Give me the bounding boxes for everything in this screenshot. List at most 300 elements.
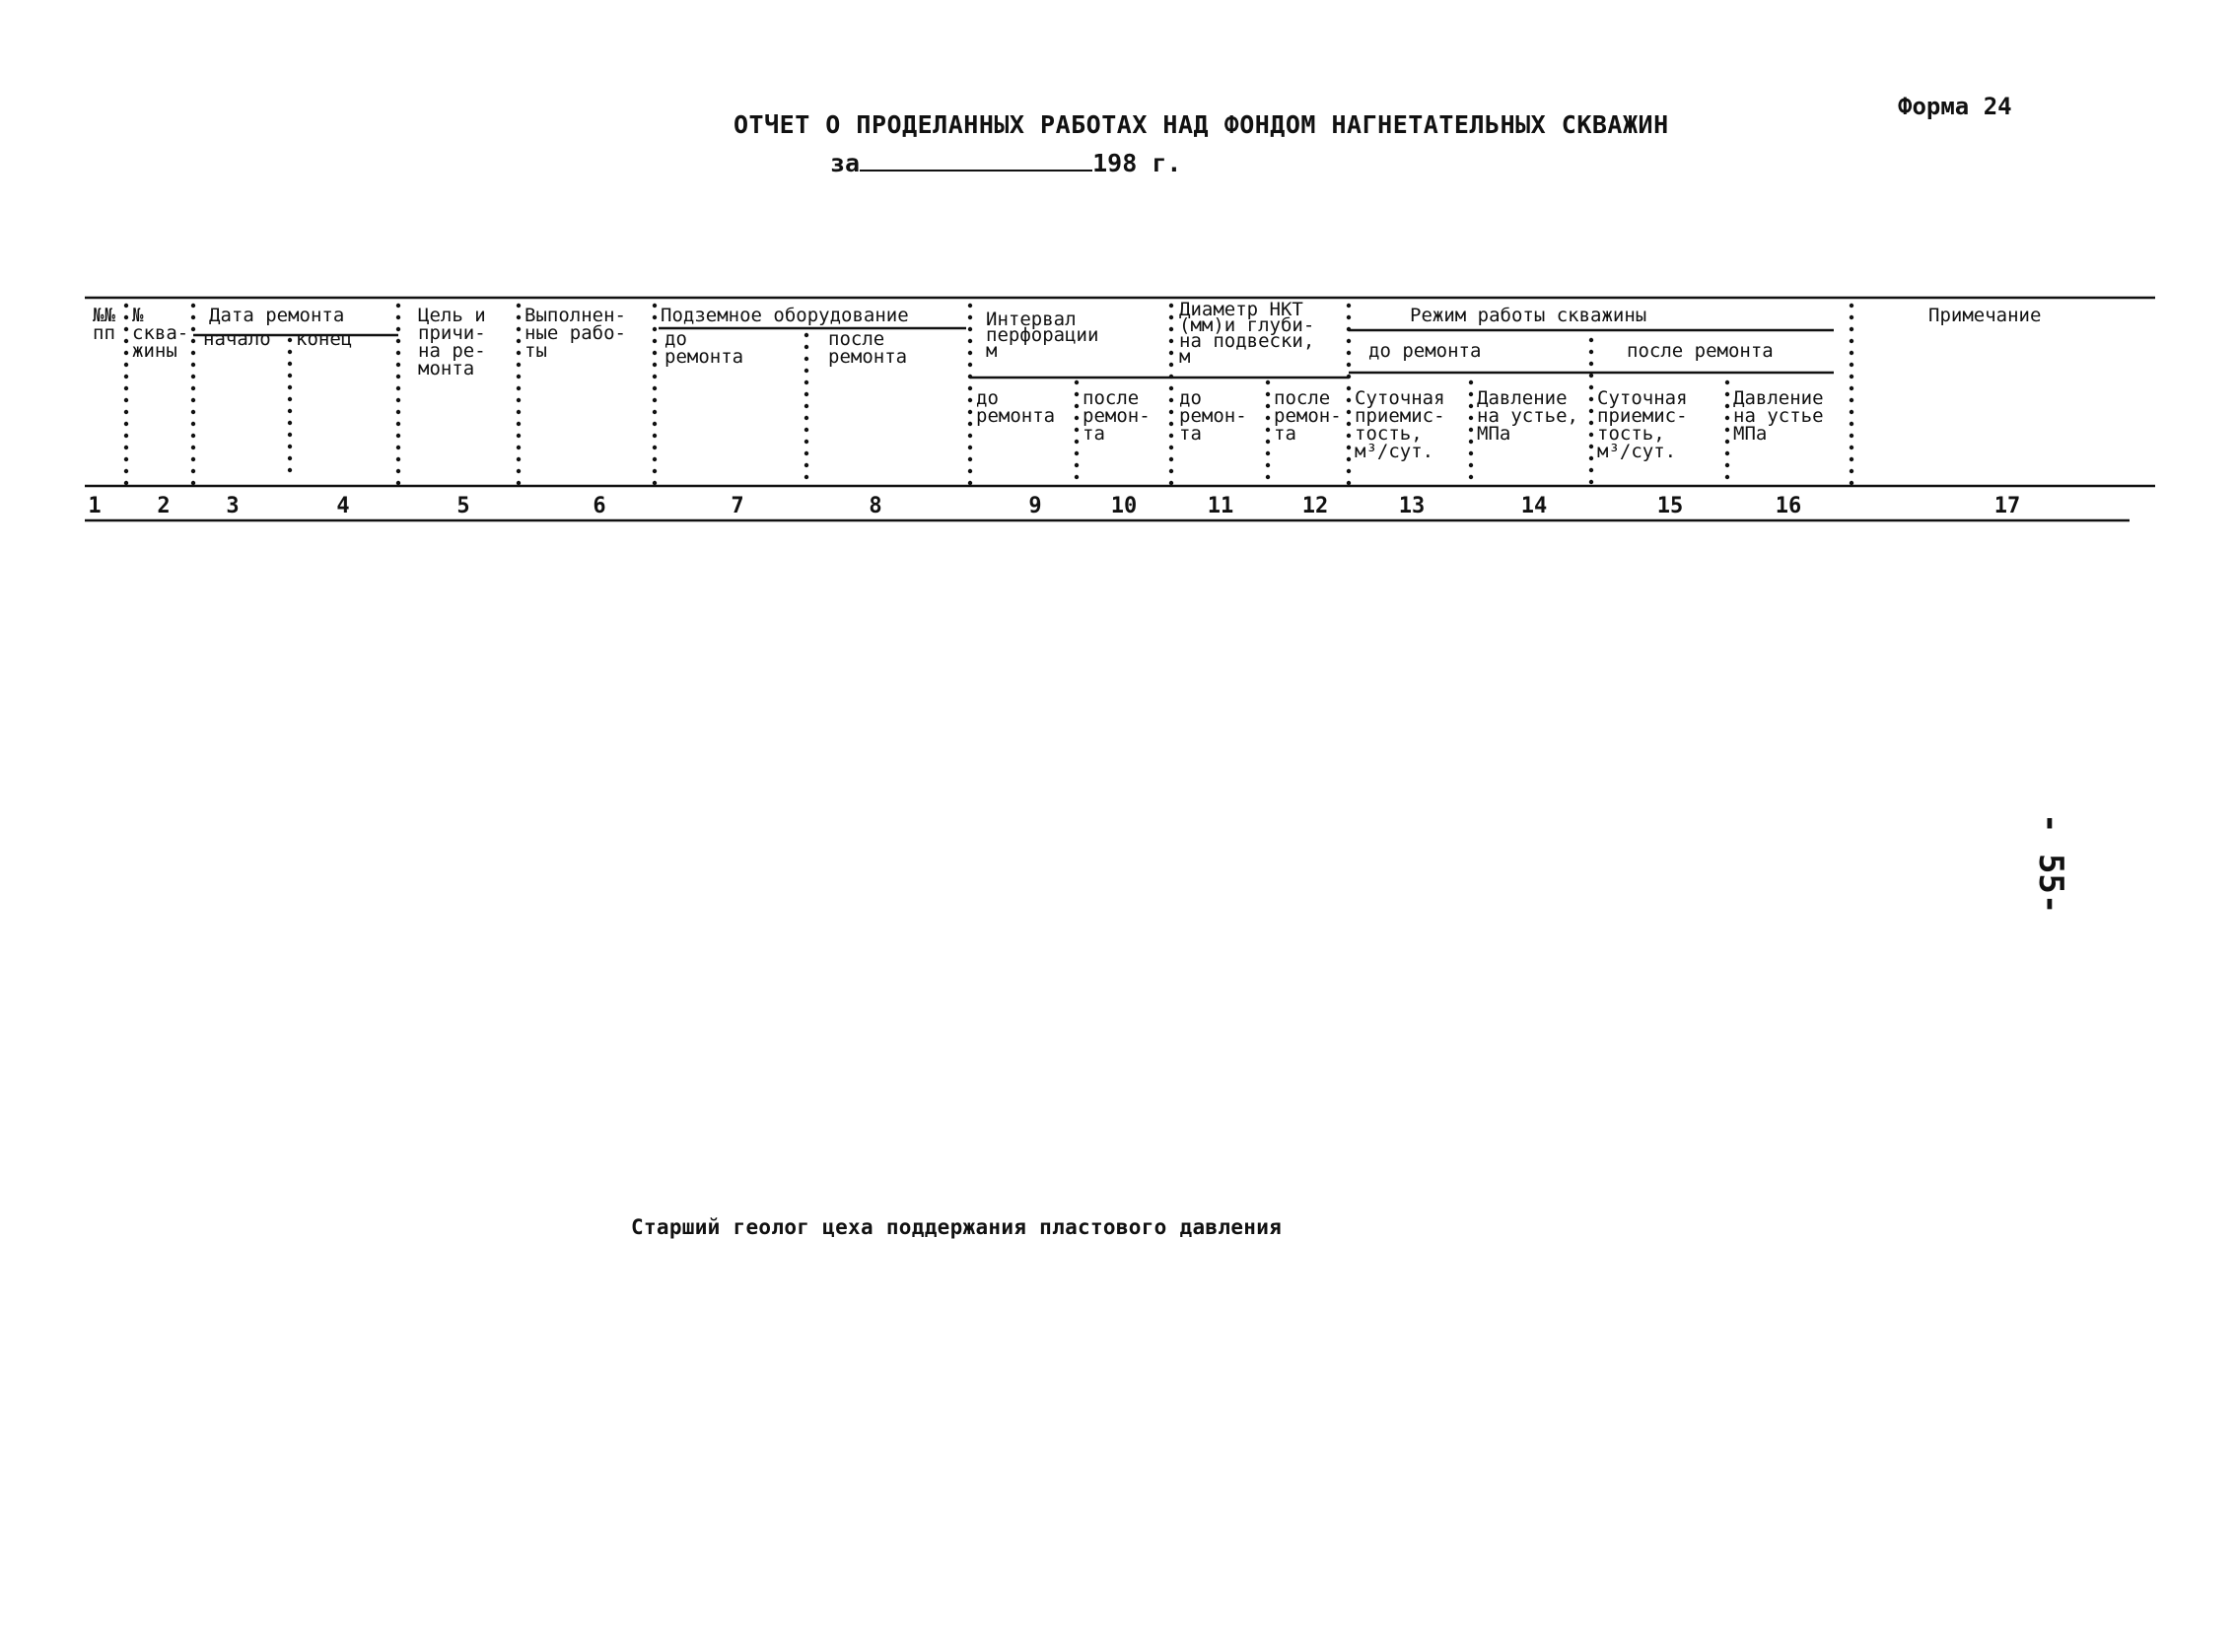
column-number-17: 17 bbox=[1993, 494, 2021, 518]
divider-col-7-8 bbox=[804, 475, 808, 479]
divider-col-7-8 bbox=[804, 392, 808, 396]
divider-col-9-10 bbox=[1075, 428, 1079, 432]
divider-col-2-3 bbox=[191, 386, 195, 390]
divider-col-15-16 bbox=[1725, 475, 1729, 479]
divider-col-12-13 bbox=[1347, 304, 1351, 308]
divider-col-6-7 bbox=[653, 304, 657, 308]
divider-col-16-17 bbox=[1850, 386, 1853, 390]
divider-col-11-12 bbox=[1266, 463, 1270, 467]
header-repair-end: конец bbox=[296, 328, 353, 350]
column-number-2: 2 bbox=[157, 494, 171, 518]
divider-col-14-15 bbox=[1589, 362, 1593, 366]
divider-col-5-6 bbox=[517, 398, 521, 402]
divider-col-4-5 bbox=[396, 315, 400, 319]
table-rules bbox=[85, 298, 2155, 520]
divider-col-13-14 bbox=[1469, 404, 1473, 408]
column-number-12: 12 bbox=[1301, 494, 1329, 518]
divider-col-8-9 bbox=[968, 375, 972, 379]
header-tubing-after-line-1: после bbox=[1274, 387, 1331, 409]
divider-col-6-7 bbox=[653, 469, 657, 473]
divider-col-10-11 bbox=[1169, 351, 1173, 355]
report-period bbox=[830, 148, 1181, 177]
divider-col-4-5 bbox=[396, 351, 400, 355]
divider-col-4-5 bbox=[396, 422, 400, 426]
divider-col-4-5 bbox=[396, 375, 400, 379]
divider-col-15-16 bbox=[1725, 392, 1729, 396]
divider-col-16-17 bbox=[1850, 481, 1853, 485]
header-operating-mode: Режим работы скважины bbox=[1410, 305, 1647, 326]
divider-col-1-2 bbox=[124, 351, 128, 355]
header-tubing-line-2: (мм)и глуби- bbox=[1179, 314, 1315, 336]
divider-col-3-4 bbox=[288, 350, 292, 354]
divider-col-6-7 bbox=[653, 481, 657, 485]
divider-col-13-14 bbox=[1469, 380, 1473, 384]
header-perforation-before-line-1: до bbox=[976, 387, 999, 409]
period-prefix: за bbox=[830, 149, 861, 177]
header-purpose-line-1: Цель и bbox=[418, 305, 486, 326]
divider-col-16-17 bbox=[1850, 375, 1853, 379]
divider-col-15-16 bbox=[1725, 463, 1729, 467]
divider-col-12-13 bbox=[1347, 386, 1351, 390]
header-daily-injectivity-before-line-1: Суточная bbox=[1355, 387, 1445, 409]
divider-col-8-9 bbox=[968, 410, 972, 414]
divider-col-11-12 bbox=[1266, 416, 1270, 420]
form-label: Форма 24 bbox=[1898, 93, 2012, 120]
document-title: ОТЧЕТ О ПРОДЕЛАННЫХ РАБОТАХ НАД ФОНДОМ НАГНЕТАТЕЛЬНЫХ СКВАЖИН bbox=[734, 110, 1669, 139]
divider-col-4-5 bbox=[396, 446, 400, 449]
divider-col-1-2 bbox=[124, 422, 128, 426]
divider-col-5-6 bbox=[517, 351, 521, 355]
header-well-number-line-2: сква- bbox=[132, 322, 189, 344]
divider-col-3-4 bbox=[288, 362, 292, 366]
divider-col-7-8 bbox=[804, 404, 808, 408]
divider-col-7-8 bbox=[804, 428, 808, 432]
header-perforation-after-line-3: та bbox=[1083, 423, 1105, 445]
header-wellhead-pressure-after-line-1: Давление bbox=[1733, 387, 1824, 409]
table-column-dividers bbox=[124, 304, 1853, 485]
divider-col-10-11 bbox=[1169, 327, 1173, 331]
header-tubing-line-3: на подвески, bbox=[1179, 330, 1315, 352]
divider-col-9-10 bbox=[1075, 392, 1079, 396]
divider-col-12-13 bbox=[1347, 315, 1351, 319]
divider-col-12-13 bbox=[1347, 398, 1351, 402]
divider-col-1-2 bbox=[124, 481, 128, 485]
column-number-11: 11 bbox=[1207, 494, 1234, 518]
divider-col-4-5 bbox=[396, 386, 400, 390]
divider-col-5-6 bbox=[517, 304, 521, 308]
divider-col-13-14 bbox=[1469, 440, 1473, 444]
divider-col-8-9 bbox=[968, 351, 972, 355]
divider-col-4-5 bbox=[396, 469, 400, 473]
divider-col-12-13 bbox=[1347, 469, 1351, 473]
divider-col-5-6 bbox=[517, 327, 521, 331]
header-daily-injectivity-before-line-2: приемис- bbox=[1355, 405, 1445, 427]
divider-col-6-7 bbox=[653, 398, 657, 402]
column-number-4: 4 bbox=[336, 494, 350, 518]
divider-col-12-13 bbox=[1347, 434, 1351, 438]
divider-col-10-11 bbox=[1169, 422, 1173, 426]
column-number-6: 6 bbox=[593, 494, 606, 518]
divider-col-16-17 bbox=[1850, 434, 1853, 438]
header-wellhead-pressure-after-line-2: на устье bbox=[1733, 405, 1824, 427]
divider-col-9-10 bbox=[1075, 404, 1079, 408]
header-repair-date: Дата ремонта bbox=[209, 305, 345, 326]
divider-col-12-13 bbox=[1347, 422, 1351, 426]
divider-col-2-3 bbox=[191, 398, 195, 402]
divider-col-10-11 bbox=[1169, 398, 1173, 402]
divider-col-1-2 bbox=[124, 469, 128, 473]
divider-col-4-5 bbox=[396, 434, 400, 438]
divider-col-6-7 bbox=[653, 410, 657, 414]
divider-col-15-16 bbox=[1725, 404, 1729, 408]
divider-col-2-3 bbox=[191, 410, 195, 414]
header-note: Примечание bbox=[1928, 305, 2042, 326]
divider-col-6-7 bbox=[653, 315, 657, 319]
header-equipment-before-line-1: до bbox=[664, 328, 687, 350]
divider-col-14-15 bbox=[1589, 409, 1593, 413]
divider-col-8-9 bbox=[968, 398, 972, 402]
divider-col-5-6 bbox=[517, 422, 521, 426]
column-number-14: 14 bbox=[1520, 494, 1548, 518]
column-number-1: 1 bbox=[88, 494, 102, 518]
divider-col-13-14 bbox=[1469, 416, 1473, 420]
divider-col-16-17 bbox=[1850, 363, 1853, 367]
divider-col-16-17 bbox=[1850, 351, 1853, 355]
header-tubing-before-line-2: ремон- bbox=[1179, 405, 1247, 427]
divider-col-3-4 bbox=[288, 421, 292, 425]
column-number-15: 15 bbox=[1656, 494, 1684, 518]
divider-col-8-9 bbox=[968, 386, 972, 390]
divider-col-13-14 bbox=[1469, 463, 1473, 467]
divider-col-16-17 bbox=[1850, 327, 1853, 331]
divider-col-8-9 bbox=[968, 327, 972, 331]
header-work-done-line-3: ты bbox=[524, 340, 547, 362]
divider-col-5-6 bbox=[517, 434, 521, 438]
header-equipment-before-line-2: ремонта bbox=[664, 346, 744, 368]
column-number-9: 9 bbox=[1028, 494, 1042, 518]
divider-col-13-14 bbox=[1469, 451, 1473, 455]
divider-col-2-3 bbox=[191, 351, 195, 355]
header-perforation-interval-line-1: Интервал bbox=[986, 309, 1077, 330]
divider-col-6-7 bbox=[653, 386, 657, 390]
divider-col-1-2 bbox=[124, 434, 128, 438]
divider-col-1-2 bbox=[124, 363, 128, 367]
header-equipment-after-line-2: ремонта bbox=[828, 346, 908, 368]
divider-col-10-11 bbox=[1169, 363, 1173, 367]
column-number-5: 5 bbox=[456, 494, 470, 518]
divider-col-16-17 bbox=[1850, 410, 1853, 414]
divider-col-4-5 bbox=[396, 481, 400, 485]
header-repair-start: начало bbox=[203, 328, 271, 350]
divider-col-6-7 bbox=[653, 434, 657, 438]
column-number-13: 13 bbox=[1398, 494, 1426, 518]
divider-col-4-5 bbox=[396, 327, 400, 331]
divider-col-2-3 bbox=[191, 339, 195, 343]
divider-col-12-13 bbox=[1347, 363, 1351, 367]
divider-col-11-12 bbox=[1266, 404, 1270, 408]
header-wellhead-pressure-before-line-1: Давление bbox=[1477, 387, 1568, 409]
divider-col-16-17 bbox=[1850, 422, 1853, 426]
divider-col-6-7 bbox=[653, 446, 657, 449]
divider-col-16-17 bbox=[1850, 398, 1853, 402]
divider-col-5-6 bbox=[517, 363, 521, 367]
divider-col-3-4 bbox=[288, 374, 292, 378]
divider-col-10-11 bbox=[1169, 446, 1173, 449]
divider-col-16-17 bbox=[1850, 339, 1853, 343]
divider-col-9-10 bbox=[1075, 416, 1079, 420]
header-perforation-before-line-2: ремонта bbox=[976, 405, 1056, 427]
divider-col-8-9 bbox=[968, 363, 972, 367]
header-well-number-line-3: жины bbox=[132, 340, 177, 362]
divider-col-3-4 bbox=[288, 397, 292, 401]
divider-col-10-11 bbox=[1169, 457, 1173, 461]
divider-col-9-10 bbox=[1075, 475, 1079, 479]
divider-col-15-16 bbox=[1725, 380, 1729, 384]
header-daily-injectivity-after-line-3: тость, bbox=[1597, 423, 1665, 445]
column-number-16: 16 bbox=[1775, 494, 1802, 518]
divider-col-8-9 bbox=[968, 422, 972, 426]
divider-col-1-2 bbox=[124, 386, 128, 390]
header-row-number-line-2: пп bbox=[93, 322, 115, 344]
divider-col-14-15 bbox=[1589, 468, 1593, 472]
divider-col-1-2 bbox=[124, 315, 128, 319]
divider-col-15-16 bbox=[1725, 416, 1729, 420]
page-number: - 55- bbox=[2031, 813, 2070, 915]
divider-col-2-3 bbox=[191, 481, 195, 485]
divider-col-16-17 bbox=[1850, 315, 1853, 319]
signature-line: Старший геолог цеха поддержания пластового давления bbox=[631, 1215, 1283, 1239]
header-perforation-after-line-1: после bbox=[1083, 387, 1140, 409]
header-daily-injectivity-after-line-1: Суточная bbox=[1597, 387, 1688, 409]
divider-col-3-4 bbox=[288, 409, 292, 413]
divider-col-15-16 bbox=[1725, 428, 1729, 432]
divider-col-10-11 bbox=[1169, 304, 1173, 308]
divider-col-12-13 bbox=[1347, 457, 1351, 461]
divider-col-13-14 bbox=[1469, 428, 1473, 432]
divider-col-4-5 bbox=[396, 304, 400, 308]
divider-col-3-4 bbox=[288, 445, 292, 448]
divider-col-14-15 bbox=[1589, 480, 1593, 484]
divider-col-1-2 bbox=[124, 304, 128, 308]
header-purpose-line-2: причи- bbox=[418, 322, 486, 344]
header-row-number-line-1: №№ bbox=[93, 305, 115, 326]
divider-col-15-16 bbox=[1725, 451, 1729, 455]
divider-col-1-2 bbox=[124, 398, 128, 402]
header-daily-injectivity-before-line-3: тость, bbox=[1355, 423, 1423, 445]
divider-col-11-12 bbox=[1266, 428, 1270, 432]
header-perforation-after-line-2: ремон- bbox=[1083, 405, 1151, 427]
column-number-8: 8 bbox=[869, 494, 882, 518]
divider-col-3-4 bbox=[288, 338, 292, 342]
divider-col-5-6 bbox=[517, 315, 521, 319]
period-suffix: 198 г. bbox=[1092, 149, 1182, 177]
header-work-done-line-1: Выполнен- bbox=[524, 305, 626, 326]
divider-col-1-2 bbox=[124, 339, 128, 343]
divider-col-4-5 bbox=[396, 339, 400, 343]
divider-col-2-3 bbox=[191, 304, 195, 308]
divider-col-10-11 bbox=[1169, 339, 1173, 343]
header-wellhead-pressure-after-line-3: МПа bbox=[1733, 423, 1768, 445]
header-tubing-after-line-3: та bbox=[1274, 423, 1296, 445]
divider-col-12-13 bbox=[1347, 375, 1351, 379]
divider-col-14-15 bbox=[1589, 421, 1593, 425]
header-tubing-before-line-3: та bbox=[1179, 423, 1202, 445]
divider-col-11-12 bbox=[1266, 440, 1270, 444]
divider-col-5-6 bbox=[517, 481, 521, 485]
header-tubing-line-4: м bbox=[1179, 346, 1191, 368]
header-mode-after: после ремонта bbox=[1627, 340, 1774, 362]
divider-col-2-3 bbox=[191, 375, 195, 379]
divider-col-14-15 bbox=[1589, 350, 1593, 354]
header-perforation-interval-line-2: перфорации bbox=[986, 324, 1099, 346]
header-underground-equipment: Подземное оборудование bbox=[661, 305, 909, 326]
divider-col-9-10 bbox=[1075, 463, 1079, 467]
header-daily-injectivity-after-line-2: приемис- bbox=[1597, 405, 1688, 427]
divider-col-4-5 bbox=[396, 457, 400, 461]
divider-col-13-14 bbox=[1469, 475, 1473, 479]
divider-col-6-7 bbox=[653, 375, 657, 379]
column-number-7: 7 bbox=[731, 494, 744, 518]
divider-col-4-5 bbox=[396, 410, 400, 414]
divider-col-12-13 bbox=[1347, 339, 1351, 343]
divider-col-8-9 bbox=[968, 446, 972, 449]
divider-col-7-8 bbox=[804, 380, 808, 384]
divider-col-12-13 bbox=[1347, 481, 1351, 485]
header-work-done-line-2: ные рабо- bbox=[524, 322, 626, 344]
divider-col-9-10 bbox=[1075, 380, 1079, 384]
divider-col-9-10 bbox=[1075, 451, 1079, 455]
header-mode-before: до ремонта bbox=[1368, 340, 1482, 362]
divider-col-14-15 bbox=[1589, 374, 1593, 378]
divider-col-4-5 bbox=[396, 398, 400, 402]
divider-col-12-13 bbox=[1347, 327, 1351, 331]
divider-col-6-7 bbox=[653, 339, 657, 343]
divider-col-3-4 bbox=[288, 456, 292, 460]
divider-col-7-8 bbox=[804, 345, 808, 349]
divider-col-11-12 bbox=[1266, 380, 1270, 384]
divider-col-12-13 bbox=[1347, 446, 1351, 449]
divider-col-14-15 bbox=[1589, 338, 1593, 342]
divider-col-5-6 bbox=[517, 375, 521, 379]
header-daily-injectivity-after-line-4: м³/сут. bbox=[1597, 441, 1677, 462]
divider-col-1-2 bbox=[124, 375, 128, 379]
divider-col-8-9 bbox=[968, 434, 972, 438]
divider-col-16-17 bbox=[1850, 457, 1853, 461]
divider-col-8-9 bbox=[968, 304, 972, 308]
divider-col-11-12 bbox=[1266, 475, 1270, 479]
divider-col-14-15 bbox=[1589, 397, 1593, 401]
divider-col-16-17 bbox=[1850, 446, 1853, 449]
divider-col-15-16 bbox=[1725, 440, 1729, 444]
divider-col-11-12 bbox=[1266, 451, 1270, 455]
divider-col-2-3 bbox=[191, 363, 195, 367]
divider-col-16-17 bbox=[1850, 304, 1853, 308]
header-wellhead-pressure-before-line-3: МПа bbox=[1477, 423, 1511, 445]
divider-col-2-3 bbox=[191, 327, 195, 331]
divider-col-7-8 bbox=[804, 333, 808, 337]
divider-col-4-5 bbox=[396, 363, 400, 367]
divider-col-10-11 bbox=[1169, 434, 1173, 438]
divider-col-7-8 bbox=[804, 451, 808, 455]
divider-col-5-6 bbox=[517, 410, 521, 414]
header-purpose-line-4: монта bbox=[418, 358, 475, 379]
divider-col-14-15 bbox=[1589, 445, 1593, 448]
divider-col-10-11 bbox=[1169, 481, 1173, 485]
divider-col-7-8 bbox=[804, 416, 808, 420]
divider-col-5-6 bbox=[517, 469, 521, 473]
divider-col-7-8 bbox=[804, 463, 808, 467]
divider-col-6-7 bbox=[653, 327, 657, 331]
divider-col-5-6 bbox=[517, 446, 521, 449]
divider-col-8-9 bbox=[968, 339, 972, 343]
divider-col-6-7 bbox=[653, 457, 657, 461]
divider-col-10-11 bbox=[1169, 386, 1173, 390]
divider-col-1-2 bbox=[124, 457, 128, 461]
divider-col-7-8 bbox=[804, 357, 808, 361]
divider-col-8-9 bbox=[968, 315, 972, 319]
divider-col-2-3 bbox=[191, 469, 195, 473]
header-well-number-line-1: № bbox=[132, 305, 144, 326]
divider-col-8-9 bbox=[968, 481, 972, 485]
header-daily-injectivity-before-line-4: м³/сут. bbox=[1355, 441, 1434, 462]
divider-col-11-12 bbox=[1266, 392, 1270, 396]
header-purpose-line-3: на ре- bbox=[418, 340, 486, 362]
divider-col-6-7 bbox=[653, 363, 657, 367]
divider-col-7-8 bbox=[804, 440, 808, 444]
divider-col-1-2 bbox=[124, 446, 128, 449]
divider-col-3-4 bbox=[288, 385, 292, 389]
divider-col-5-6 bbox=[517, 457, 521, 461]
divider-col-2-3 bbox=[191, 315, 195, 319]
divider-col-8-9 bbox=[968, 457, 972, 461]
divider-col-2-3 bbox=[191, 457, 195, 461]
column-number-3: 3 bbox=[226, 494, 240, 518]
header-tubing-line-1: Диаметр НКТ bbox=[1179, 299, 1303, 320]
divider-col-13-14 bbox=[1469, 392, 1473, 396]
divider-col-16-17 bbox=[1850, 469, 1853, 473]
divider-col-10-11 bbox=[1169, 375, 1173, 379]
divider-col-6-7 bbox=[653, 422, 657, 426]
divider-col-14-15 bbox=[1589, 433, 1593, 437]
divider-col-3-4 bbox=[288, 468, 292, 472]
header-perforation-interval-line-3: м bbox=[986, 340, 998, 362]
divider-col-2-3 bbox=[191, 446, 195, 449]
header-tubing-before-line-1: до bbox=[1179, 387, 1202, 409]
period-blank-line[interactable] bbox=[860, 148, 1092, 172]
divider-col-10-11 bbox=[1169, 469, 1173, 473]
divider-col-2-3 bbox=[191, 422, 195, 426]
header-tubing-after-line-2: ремон- bbox=[1274, 405, 1342, 427]
header-equipment-after-line-1: после bbox=[828, 328, 885, 350]
column-number-10: 10 bbox=[1110, 494, 1138, 518]
divider-col-12-13 bbox=[1347, 351, 1351, 355]
divider-col-2-3 bbox=[191, 434, 195, 438]
divider-col-10-11 bbox=[1169, 410, 1173, 414]
divider-col-5-6 bbox=[517, 339, 521, 343]
divider-col-9-10 bbox=[1075, 440, 1079, 444]
divider-col-5-6 bbox=[517, 386, 521, 390]
divider-col-1-2 bbox=[124, 327, 128, 331]
divider-col-1-2 bbox=[124, 410, 128, 414]
divider-col-14-15 bbox=[1589, 385, 1593, 389]
header-wellhead-pressure-before-line-2: на устье, bbox=[1477, 405, 1578, 427]
divider-col-3-4 bbox=[288, 433, 292, 437]
divider-col-6-7 bbox=[653, 351, 657, 355]
divider-col-7-8 bbox=[804, 369, 808, 373]
divider-col-14-15 bbox=[1589, 456, 1593, 460]
divider-col-8-9 bbox=[968, 469, 972, 473]
divider-col-10-11 bbox=[1169, 315, 1173, 319]
